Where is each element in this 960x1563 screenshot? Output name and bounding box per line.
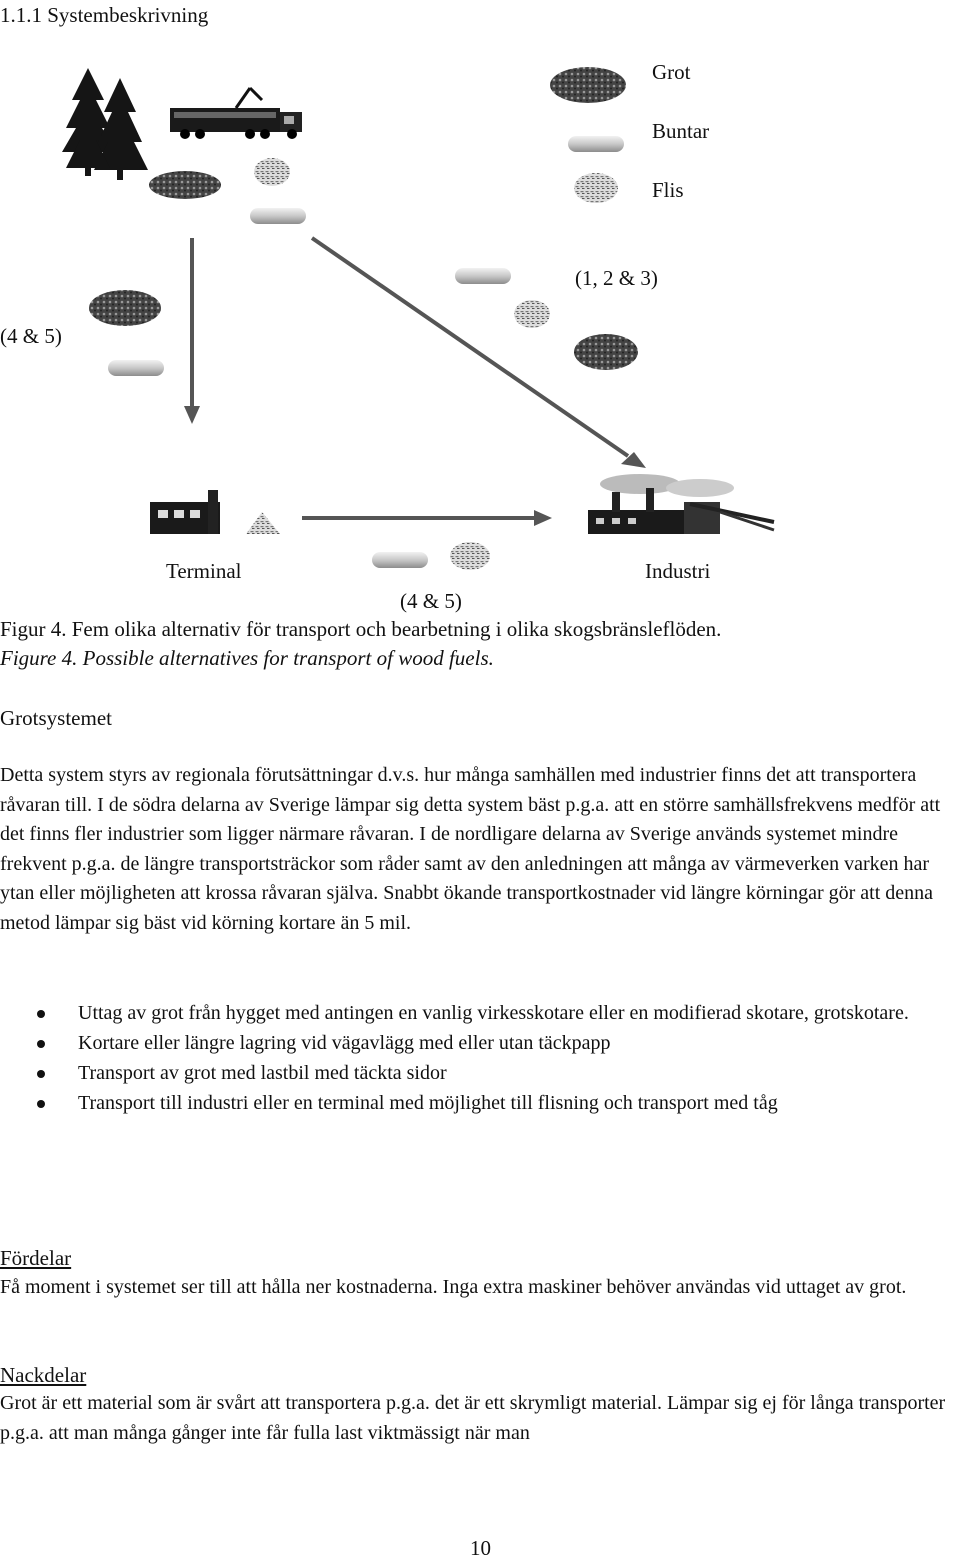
- terminal-label: Terminal: [166, 559, 242, 583]
- list-item: Transport till industri eller en terminal med möjlighet till flisning och transport med tåg: [0, 1088, 958, 1118]
- bundle-icon: [250, 208, 306, 224]
- legend-flis-label: Flis: [652, 178, 684, 202]
- legend-bundle-icon: [568, 136, 624, 152]
- fordelar-heading: Fördelar: [0, 1246, 72, 1270]
- arrow-forest-to-terminal: [184, 238, 200, 424]
- timber-truck-icon: [170, 88, 302, 139]
- list-item: Kortare eller längre lagring vid vägavlägg med eller utan täckpapp: [0, 1028, 958, 1058]
- body-paragraph: Detta system styrs av regionala förutsättningar d.v.s. hur många samhällen med industrier finns det att transportera råvaran till. I de södra delarna av Sverige lämpar sig detta system bäst p.g.a. att en större samhällsfrekvens medför att det finns fler industrier som ligger närmare råvaran. I de nordligare delarna av Sverige används systemet mindre frekvent p.g.a. de längre transportsträckor som råder samt av den anledningen att många av värmeverken varken har ytan eller möjligheten att krossa råvaran själva. Snabbt ökande transportkostnader vid längre körningar gör att denna metod lämpar sig bäst vid körning kortare än 5 mil.: [0, 764, 941, 934]
- list-item: Uttag av grot från hygget med antingen en vanlig virkesskotare eller en modifierad skotare, grotskotare.: [0, 998, 958, 1028]
- chips-icon: [254, 158, 290, 186]
- route-label-45-left: (4 & 5): [0, 324, 62, 348]
- route-label-45-bottom: (4 & 5): [400, 589, 462, 613]
- grot-pile-icon: [149, 171, 221, 199]
- list-item: Transport av grot med lastbil med täckta sidor: [0, 1058, 958, 1088]
- terminal-building-icon: [150, 490, 280, 534]
- chips-icon: [450, 542, 490, 570]
- legend-grot-icon: [550, 67, 626, 103]
- bundle-icon: [455, 268, 511, 284]
- nackdelar-text: Grot är ett material som är svårt att transportera p.g.a. det är ett skrymligt material. Lämpar sig ej för långa transporter p.g.a. att man många gånger inte får fulla last viktmässigt när man: [0, 1392, 946, 1444]
- chips-icon: [514, 300, 550, 328]
- grotsystemet-heading: Grotsystemet: [0, 706, 112, 730]
- bundle-icon: [372, 552, 428, 568]
- figure-caption-en: Figure 4. Possible alternatives for transport of wood fuels.: [0, 646, 494, 670]
- bundle-icon: [108, 360, 164, 376]
- legend-grot-label: Grot: [652, 60, 691, 84]
- process-bullet-list: [0, 998, 958, 1118]
- arrow-terminal-to-industry: [302, 510, 552, 526]
- section-heading: 1.1.1 Systembeskrivning: [0, 3, 209, 27]
- route-label-123: (1, 2 & 3): [575, 266, 658, 290]
- legend-buntar-label: Buntar: [652, 119, 710, 143]
- page-number: 10: [470, 1536, 491, 1560]
- grot-pile-icon: [89, 290, 161, 326]
- transport-flow-figure: [0, 30, 960, 590]
- grot-pile-icon: [574, 334, 638, 370]
- nackdelar-heading: Nackdelar: [0, 1363, 87, 1387]
- fordelar-text: Få moment i systemet ser till att hålla ner kostnaderna. Inga extra maskiner behöver användas vid uttaget av grot.: [0, 1276, 907, 1298]
- forest-trees-icon: [62, 68, 148, 180]
- figure-caption-sv: Figur 4. Fem olika alternativ för transport och bearbetning i olika skogsbränsleflöden.: [0, 617, 722, 641]
- legend-chips-icon: [574, 173, 618, 203]
- industry-plant-icon: [588, 474, 774, 534]
- industri-label: Industri: [645, 559, 711, 583]
